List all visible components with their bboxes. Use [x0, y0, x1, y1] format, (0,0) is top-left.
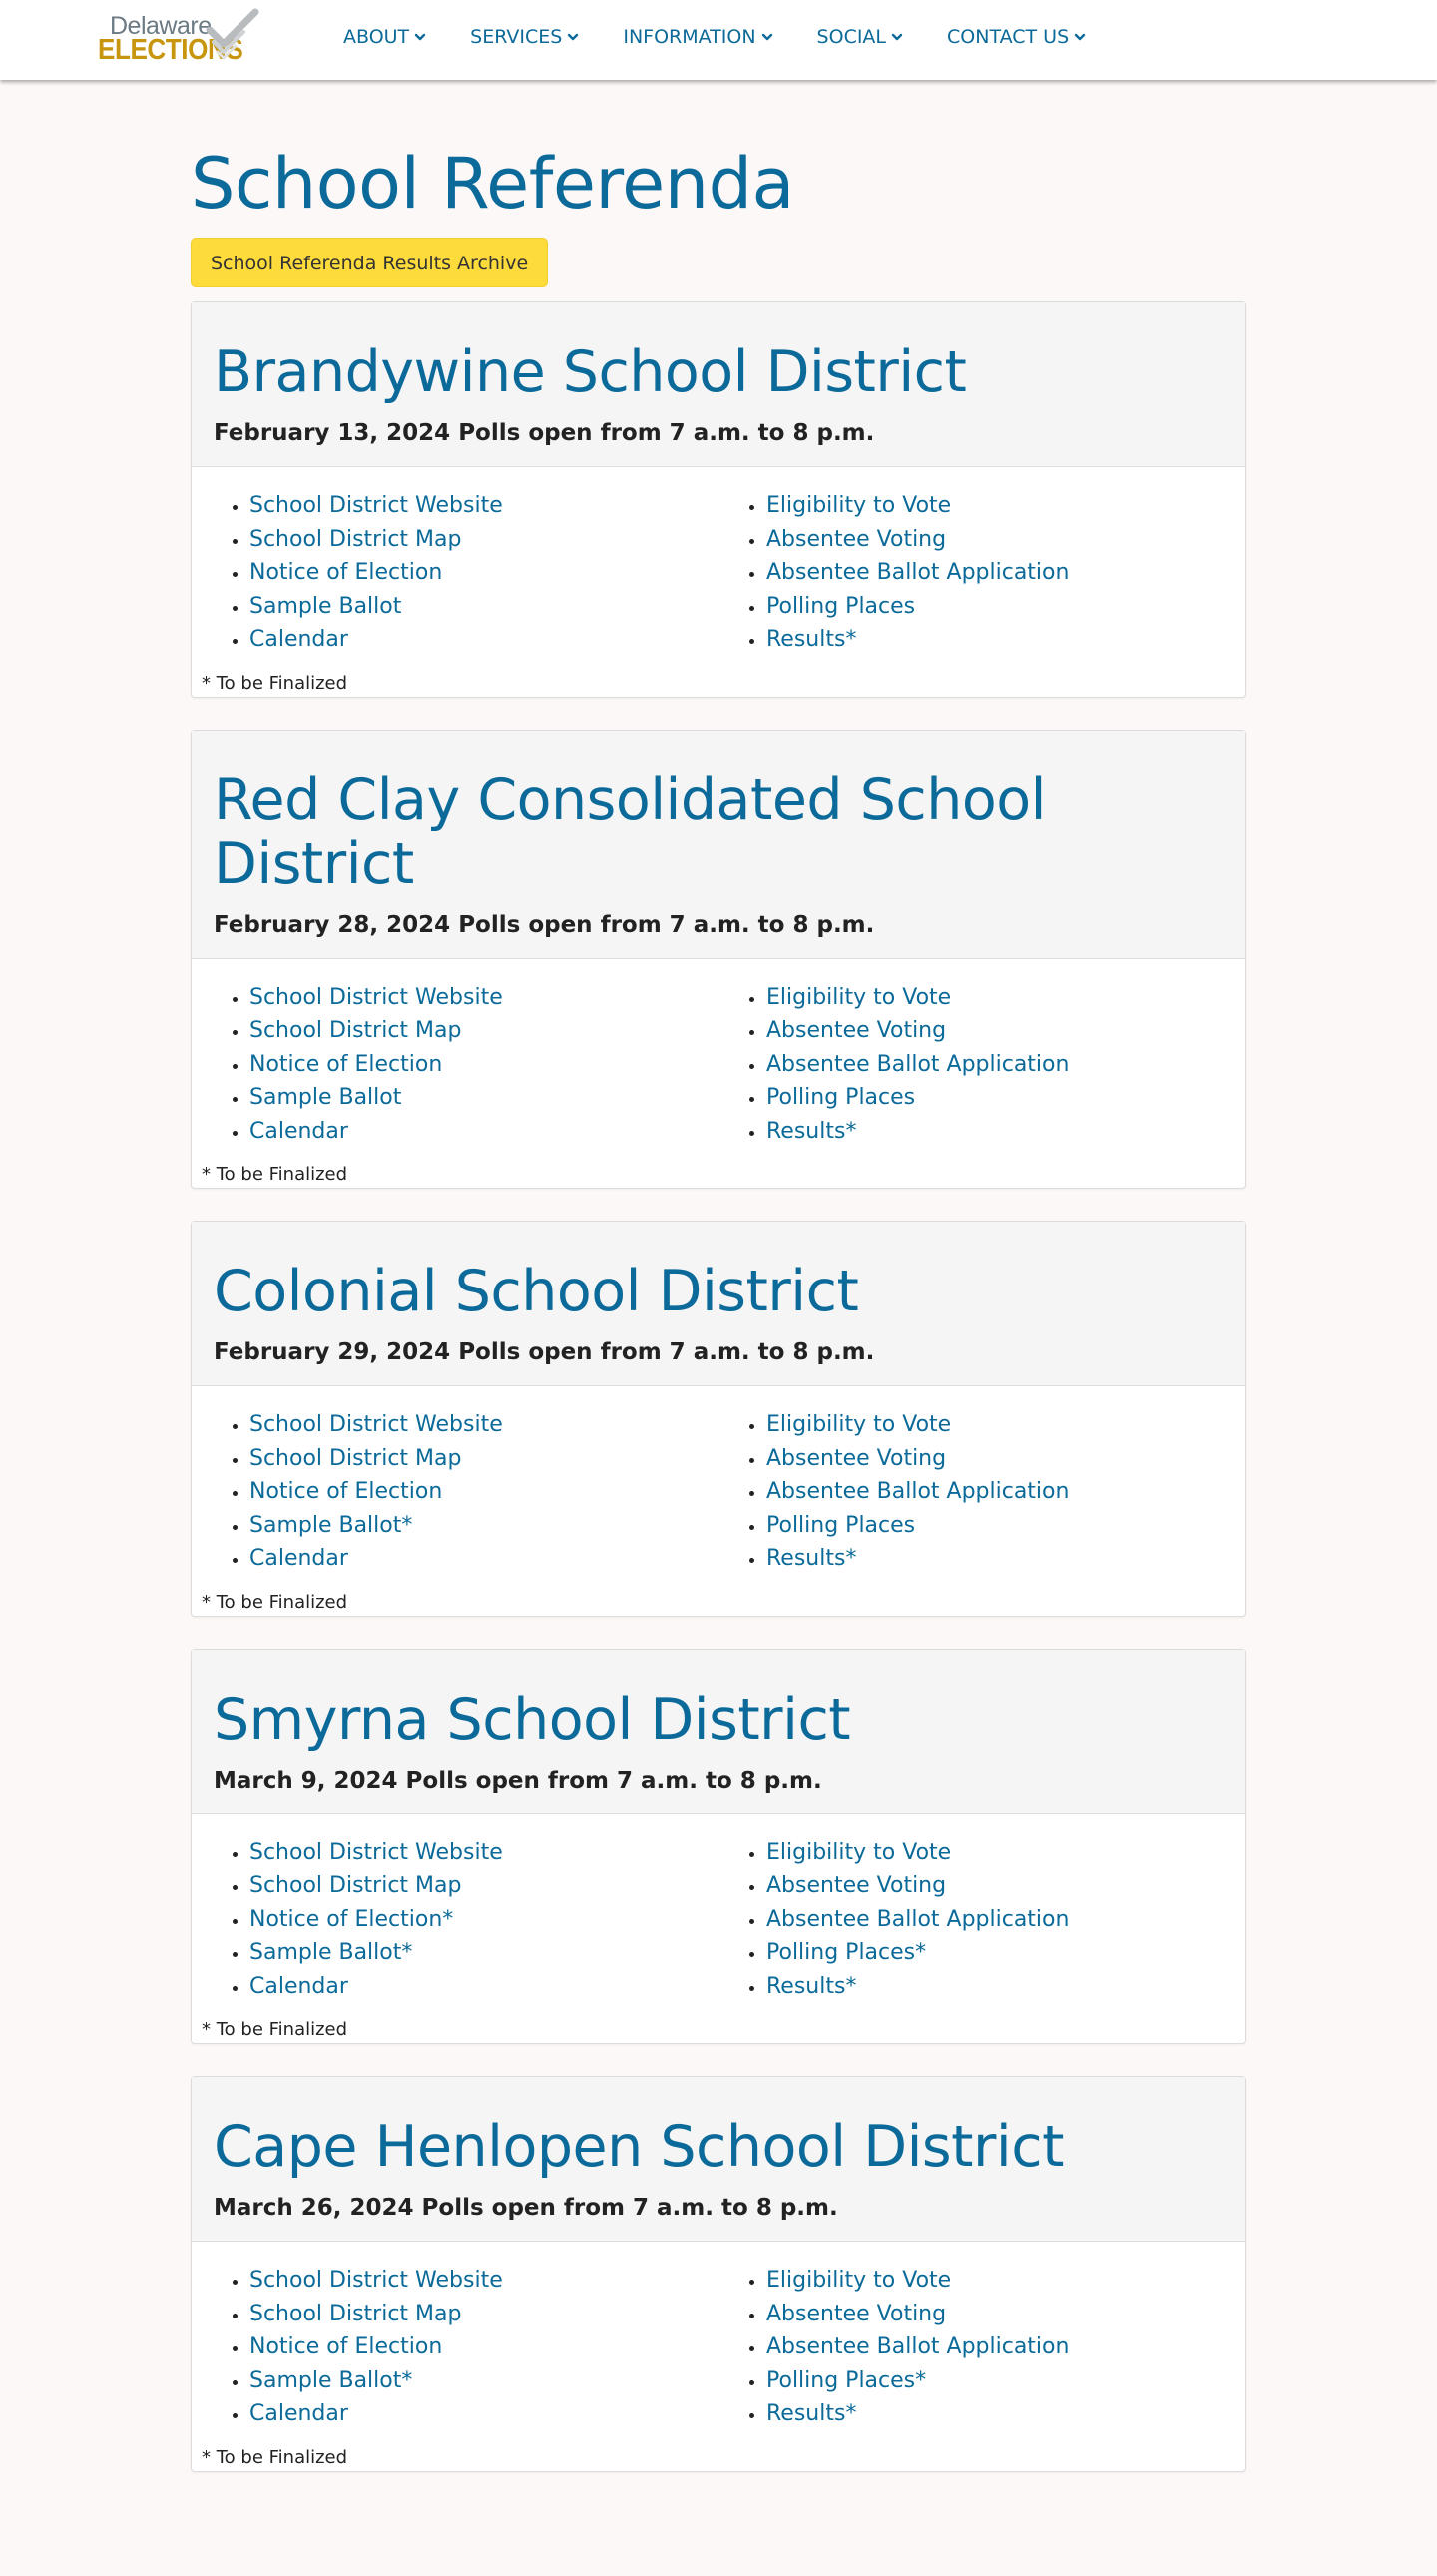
site-header	[0, 0, 1437, 80]
link-school-district-map[interactable]: School District Map	[249, 526, 462, 552]
panel-heading	[192, 731, 1245, 959]
nav-item-information[interactable]	[623, 26, 772, 48]
list-item	[766, 1836, 1235, 1870]
link-absentee-ballot-application[interactable]: Absentee Ballot Application	[766, 1051, 1070, 1077]
voter-links-column	[718, 2264, 1235, 2431]
election-date: March 9, 2024 Polls open from 7 a.m. to 8 p.m.	[214, 1767, 822, 1794]
district-links-column	[202, 489, 718, 657]
district-name: Red Clay Consolidated School District	[214, 767, 1046, 897]
election-date: March 26, 2024 Polls open from 7 a.m. to 8 p.m.	[214, 2195, 838, 2221]
link-polling-places[interactable]: Polling Places*	[766, 1940, 927, 1965]
logo-text-delaware: Delaware	[110, 12, 212, 40]
list-item	[766, 2397, 1235, 2431]
district-links-column	[202, 1408, 718, 1576]
voter-links-column	[718, 1836, 1235, 2004]
list-item	[766, 523, 1235, 557]
list-item	[249, 2298, 718, 2331]
link-absentee-voting[interactable]: Absentee Voting	[766, 1873, 947, 1898]
chevron-down-icon	[891, 31, 903, 43]
panel-heading	[192, 302, 1245, 467]
checkmark-icon	[204, 6, 263, 68]
link-notice-of-election[interactable]: Notice of Election*	[249, 1906, 454, 1932]
list-item	[766, 1869, 1235, 1903]
district-panels	[191, 301, 1246, 2472]
list-item	[249, 556, 718, 590]
nav-item-contact-us[interactable]	[947, 26, 1086, 48]
link-notice-of-election[interactable]: Notice of Election	[249, 560, 443, 585]
main-nav	[343, 26, 1130, 48]
link-school-district-map[interactable]: School District Map	[249, 1445, 462, 1471]
link-sample-ballot[interactable]: Sample Ballot	[249, 593, 402, 619]
link-calendar[interactable]: Calendar	[249, 1118, 348, 1144]
link-list	[718, 1408, 1235, 1576]
link-eligibility-to-vote[interactable]: Eligibility to Vote	[766, 1839, 952, 1865]
panel-body	[192, 1386, 1245, 1576]
link-absentee-ballot-application[interactable]: Absentee Ballot Application	[766, 1906, 1070, 1932]
list-item	[249, 1475, 718, 1509]
link-absentee-voting[interactable]: Absentee Voting	[766, 526, 947, 552]
list-item	[249, 2364, 718, 2398]
footnote: * To be Finalized	[202, 1591, 348, 1613]
panel-body	[192, 959, 1245, 1149]
district-name: Smyrna School District	[214, 1686, 851, 1753]
list-item	[249, 1542, 718, 1576]
link-school-district-website[interactable]: School District Website	[249, 1412, 503, 1437]
link-results[interactable]: Results*	[766, 1973, 857, 1999]
results-archive-button[interactable]: School Referenda Results Archive	[191, 238, 548, 287]
district-panel	[191, 730, 1246, 1190]
link-absentee-voting[interactable]: Absentee Voting	[766, 2301, 947, 2326]
link-list	[202, 1408, 718, 1576]
link-results[interactable]: Results*	[766, 627, 857, 652]
nav-item-about[interactable]	[343, 26, 426, 48]
list-item	[249, 1442, 718, 1476]
list-item	[249, 1014, 718, 1048]
list-item	[766, 1442, 1235, 1476]
link-calendar[interactable]: Calendar	[249, 1546, 348, 1571]
link-results[interactable]: Results*	[766, 2401, 857, 2426]
panel-body	[192, 467, 1245, 657]
nav-item-label: ABOUT	[343, 26, 410, 48]
list-item	[766, 2330, 1235, 2364]
election-date: February 28, 2024 Polls open from 7 a.m. to 8 p.m.	[214, 911, 875, 938]
election-date: February 13, 2024 Polls open from 7 a.m. to 8 p.m.	[214, 420, 875, 446]
link-list	[202, 981, 718, 1149]
district-name: Cape Henlopen School District	[214, 2114, 1064, 2180]
list-item	[766, 981, 1235, 1015]
main-content	[191, 80, 1246, 2472]
link-notice-of-election[interactable]: Notice of Election	[249, 1051, 443, 1077]
link-school-district-website[interactable]: School District Website	[249, 1839, 503, 1865]
link-school-district-map[interactable]: School District Map	[249, 1873, 462, 1898]
panel-body	[192, 1814, 1245, 2004]
nav-item-label: SERVICES	[470, 26, 563, 48]
list-item	[766, 1970, 1235, 2004]
link-absentee-ballot-application[interactable]: Absentee Ballot Application	[766, 560, 1070, 585]
link-eligibility-to-vote[interactable]: Eligibility to Vote	[766, 984, 952, 1010]
list-item	[766, 1115, 1235, 1149]
link-list	[202, 489, 718, 657]
list-item	[249, 1115, 718, 1149]
link-school-district-website[interactable]: School District Website	[249, 984, 503, 1010]
list-item	[766, 590, 1235, 624]
link-list	[718, 1836, 1235, 2004]
list-item	[249, 2264, 718, 2298]
list-item	[249, 523, 718, 557]
list-item	[766, 2298, 1235, 2331]
link-list	[718, 2264, 1235, 2431]
link-calendar[interactable]: Calendar	[249, 627, 348, 652]
voter-links-column	[718, 981, 1235, 1149]
list-item	[249, 489, 718, 523]
district-links-column	[202, 2264, 718, 2431]
list-item	[766, 2364, 1235, 2398]
panel-heading	[192, 1222, 1245, 1386]
list-item	[249, 1081, 718, 1115]
list-item	[249, 2397, 718, 2431]
footnote: * To be Finalized	[202, 2446, 348, 2468]
link-results[interactable]: Results*	[766, 1546, 857, 1571]
panel-heading	[192, 2077, 1245, 2242]
nav-item-label: SOCIAL	[816, 26, 887, 48]
list-item	[766, 489, 1235, 523]
list-item	[249, 1048, 718, 1082]
link-absentee-voting[interactable]: Absentee Voting	[766, 1445, 947, 1471]
nav-item-social[interactable]	[817, 26, 903, 48]
page-title: School Referenda	[191, 143, 794, 225]
link-school-district-website[interactable]: School District Website	[249, 2268, 503, 2293]
district-panel	[191, 1221, 1246, 1617]
link-eligibility-to-vote[interactable]: Eligibility to Vote	[766, 493, 952, 518]
chevron-down-icon	[414, 31, 426, 43]
footnote: * To be Finalized	[202, 672, 348, 694]
link-list	[202, 2264, 718, 2431]
footnote: * To be Finalized	[202, 1164, 348, 1185]
list-item	[766, 556, 1235, 590]
logo-text-elections: ELECTIONS	[98, 34, 243, 66]
link-sample-ballot[interactable]: Sample Ballot*	[249, 2367, 413, 2393]
list-item	[249, 1836, 718, 1870]
list-item	[766, 2264, 1235, 2298]
chevron-down-icon	[761, 31, 773, 43]
link-results[interactable]: Results*	[766, 1118, 857, 1144]
link-eligibility-to-vote[interactable]: Eligibility to Vote	[766, 2268, 952, 2293]
list-item	[249, 1408, 718, 1442]
link-sample-ballot[interactable]: Sample Ballot*	[249, 1512, 413, 1538]
link-calendar[interactable]: Calendar	[249, 1973, 348, 1999]
district-links-column	[202, 1836, 718, 2004]
list-item	[766, 1408, 1235, 1442]
list-item	[249, 1509, 718, 1543]
list-item	[766, 1542, 1235, 1576]
voter-links-column	[718, 489, 1235, 657]
list-item	[766, 1475, 1235, 1509]
list-item	[249, 1936, 718, 1970]
district-links-column	[202, 981, 718, 1149]
election-date: February 29, 2024 Polls open from 7 a.m. to 8 p.m.	[214, 1339, 875, 1365]
link-list	[718, 489, 1235, 657]
link-absentee-ballot-application[interactable]: Absentee Ballot Application	[766, 1479, 1070, 1504]
link-school-district-website[interactable]: School District Website	[249, 493, 503, 518]
link-absentee-voting[interactable]: Absentee Voting	[766, 1018, 947, 1043]
link-eligibility-to-vote[interactable]: Eligibility to Vote	[766, 1412, 952, 1437]
link-absentee-ballot-application[interactable]: Absentee Ballot Application	[766, 2334, 1070, 2359]
link-polling-places[interactable]: Polling Places	[766, 1085, 916, 1110]
footnote: * To be Finalized	[202, 2019, 348, 2040]
district-panel	[191, 2076, 1246, 2472]
nav-item-services[interactable]	[470, 26, 579, 48]
district-name: Colonial School District	[214, 1259, 859, 1324]
list-item	[766, 623, 1235, 657]
link-notice-of-election[interactable]: Notice of Election	[249, 2334, 443, 2359]
list-item	[249, 1970, 718, 2004]
link-school-district-map[interactable]: School District Map	[249, 1018, 462, 1043]
link-notice-of-election[interactable]: Notice of Election	[249, 1479, 443, 1504]
district-panel	[191, 1649, 1246, 2045]
chevron-down-icon	[567, 31, 579, 43]
list-item	[249, 981, 718, 1015]
link-sample-ballot[interactable]: Sample Ballot	[249, 1085, 402, 1110]
list-item	[766, 1048, 1235, 1082]
district-panel	[191, 301, 1246, 698]
link-list	[718, 981, 1235, 1149]
chevron-down-icon	[1074, 31, 1086, 43]
list-item	[249, 1903, 718, 1937]
list-item	[249, 590, 718, 624]
list-item	[766, 1081, 1235, 1115]
nav-item-label: CONTACT US	[947, 26, 1070, 48]
list-item	[249, 1869, 718, 1903]
link-polling-places[interactable]: Polling Places	[766, 593, 916, 619]
list-item	[766, 1903, 1235, 1937]
link-calendar[interactable]: Calendar	[249, 2401, 348, 2426]
list-item	[249, 2330, 718, 2364]
list-item	[766, 1936, 1235, 1970]
district-name: Brandywine School District	[214, 339, 967, 405]
panel-heading	[192, 1650, 1245, 1814]
link-list	[202, 1836, 718, 2004]
list-item	[249, 623, 718, 657]
nav-item-label: INFORMATION	[623, 26, 756, 48]
link-sample-ballot[interactable]: Sample Ballot*	[249, 1940, 413, 1965]
link-polling-places[interactable]: Polling Places*	[766, 2367, 927, 2393]
delaware-elections-logo[interactable]	[98, 6, 267, 68]
link-school-district-map[interactable]: School District Map	[249, 2301, 462, 2326]
list-item	[766, 1014, 1235, 1048]
panel-body	[192, 2242, 1245, 2431]
voter-links-column	[718, 1408, 1235, 1576]
list-item	[766, 1509, 1235, 1543]
link-polling-places[interactable]: Polling Places	[766, 1512, 916, 1538]
